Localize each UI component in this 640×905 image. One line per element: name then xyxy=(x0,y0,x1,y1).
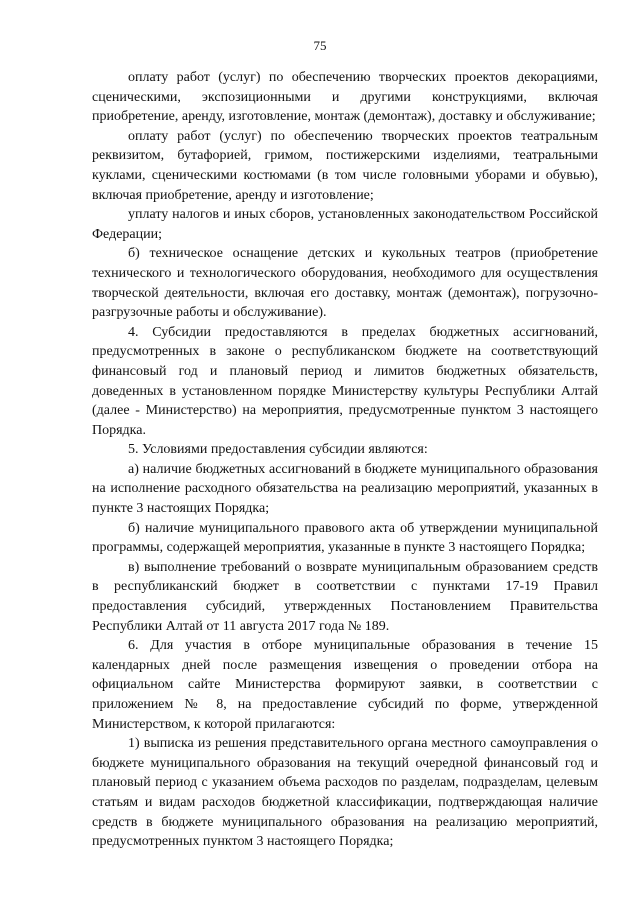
document-body xyxy=(92,68,598,852)
paragraph: 5. Условиями предоставления субсидии являются: xyxy=(128,442,428,458)
paragraph: а) наличие бюджетных ассигнований в бюджете муниципального образования на исполнение расходного обязательства на реализацию мероприятий, указанных в пункте 3 настоящих Порядка; xyxy=(92,461,598,517)
paragraph: б) наличие муниципального правового акта об утверждении муниципальной программы, содержащей мероприятия, указанные в пункте 3 настоящего Порядка; xyxy=(92,520,598,556)
paragraph: оплату работ (услуг) по обеспечению творческих проектов театральным реквизитом, бутафорией, гримом, постижерскими изделиями, театральными куклами, сценическими костюмами (в том числе головными уборами и обувью), включая приобретение, аренду и изготовление; xyxy=(92,128,598,203)
paragraph: уплату налогов и иных сборов, установленных законодательством Российской Федерации; xyxy=(92,207,598,242)
paragraph: оплату работ (услуг) по обеспечению творческих проектов декорациями, сценическими, экспозиционными и другими конструкциями, включая приобретение, аренду, изготовление, монтаж (демонтаж), доставку и обслуживание; xyxy=(92,70,598,125)
paragraph: 4. Субсидии предоставляются в пределах бюджетных ассигнований, предусмотренных в законе о республиканском бюджете на соответствующий финансовый год и плановый период и лимитов бюджетных обязательств, доведенных в установленном порядке Министерству культуры Республики Алтай (далее - Министерство) на мероприятия, предусмотренные пунктом 3 настоящего Порядка. xyxy=(92,324,598,438)
paragraph: 1) выписка из решения представительного органа местного самоуправления о бюджете муниципального образования на текущий очередной финансовый год и плановый период с указанием объема расходов по разделам, подразделам, целевым статьям и видам расходов бюджетной классификации, подтверждающая наличие средств в бюджете муниципального образования на реализацию мероприятий, предусмотренных пунктом 3 настоящего Порядка; xyxy=(92,736,598,850)
paragraph: б) техническое оснащение детских и кукольных театров (приобретение технического и технологического оборудования, необходимого для осуществления творческой деятельности, включая его доставку, монтаж (демонтаж), погрузочно-разгрузочные работы и обслуживание). xyxy=(92,246,598,321)
paragraph: в) выполнение требований о возврате муниципальным образованием средств в республиканский бюджет в соответствии с пунктами 17-19 Правил предоставления субсидий, утвержденных Постановлением Правительства Республики Алтай от 11 августа 2017 года № 189. xyxy=(92,559,598,634)
paragraph: 6. Для участия в отборе муниципальные образования в течение 15 календарных дней после размещения извещения о проведении отбора на официальном сайте Министерства формируют заявки, в соответствии с приложением № 8, на предоставление субсидий по форме, утвержденной Министерством, к которой прилагаются: xyxy=(92,638,598,732)
page-number: 75 xyxy=(313,38,327,53)
